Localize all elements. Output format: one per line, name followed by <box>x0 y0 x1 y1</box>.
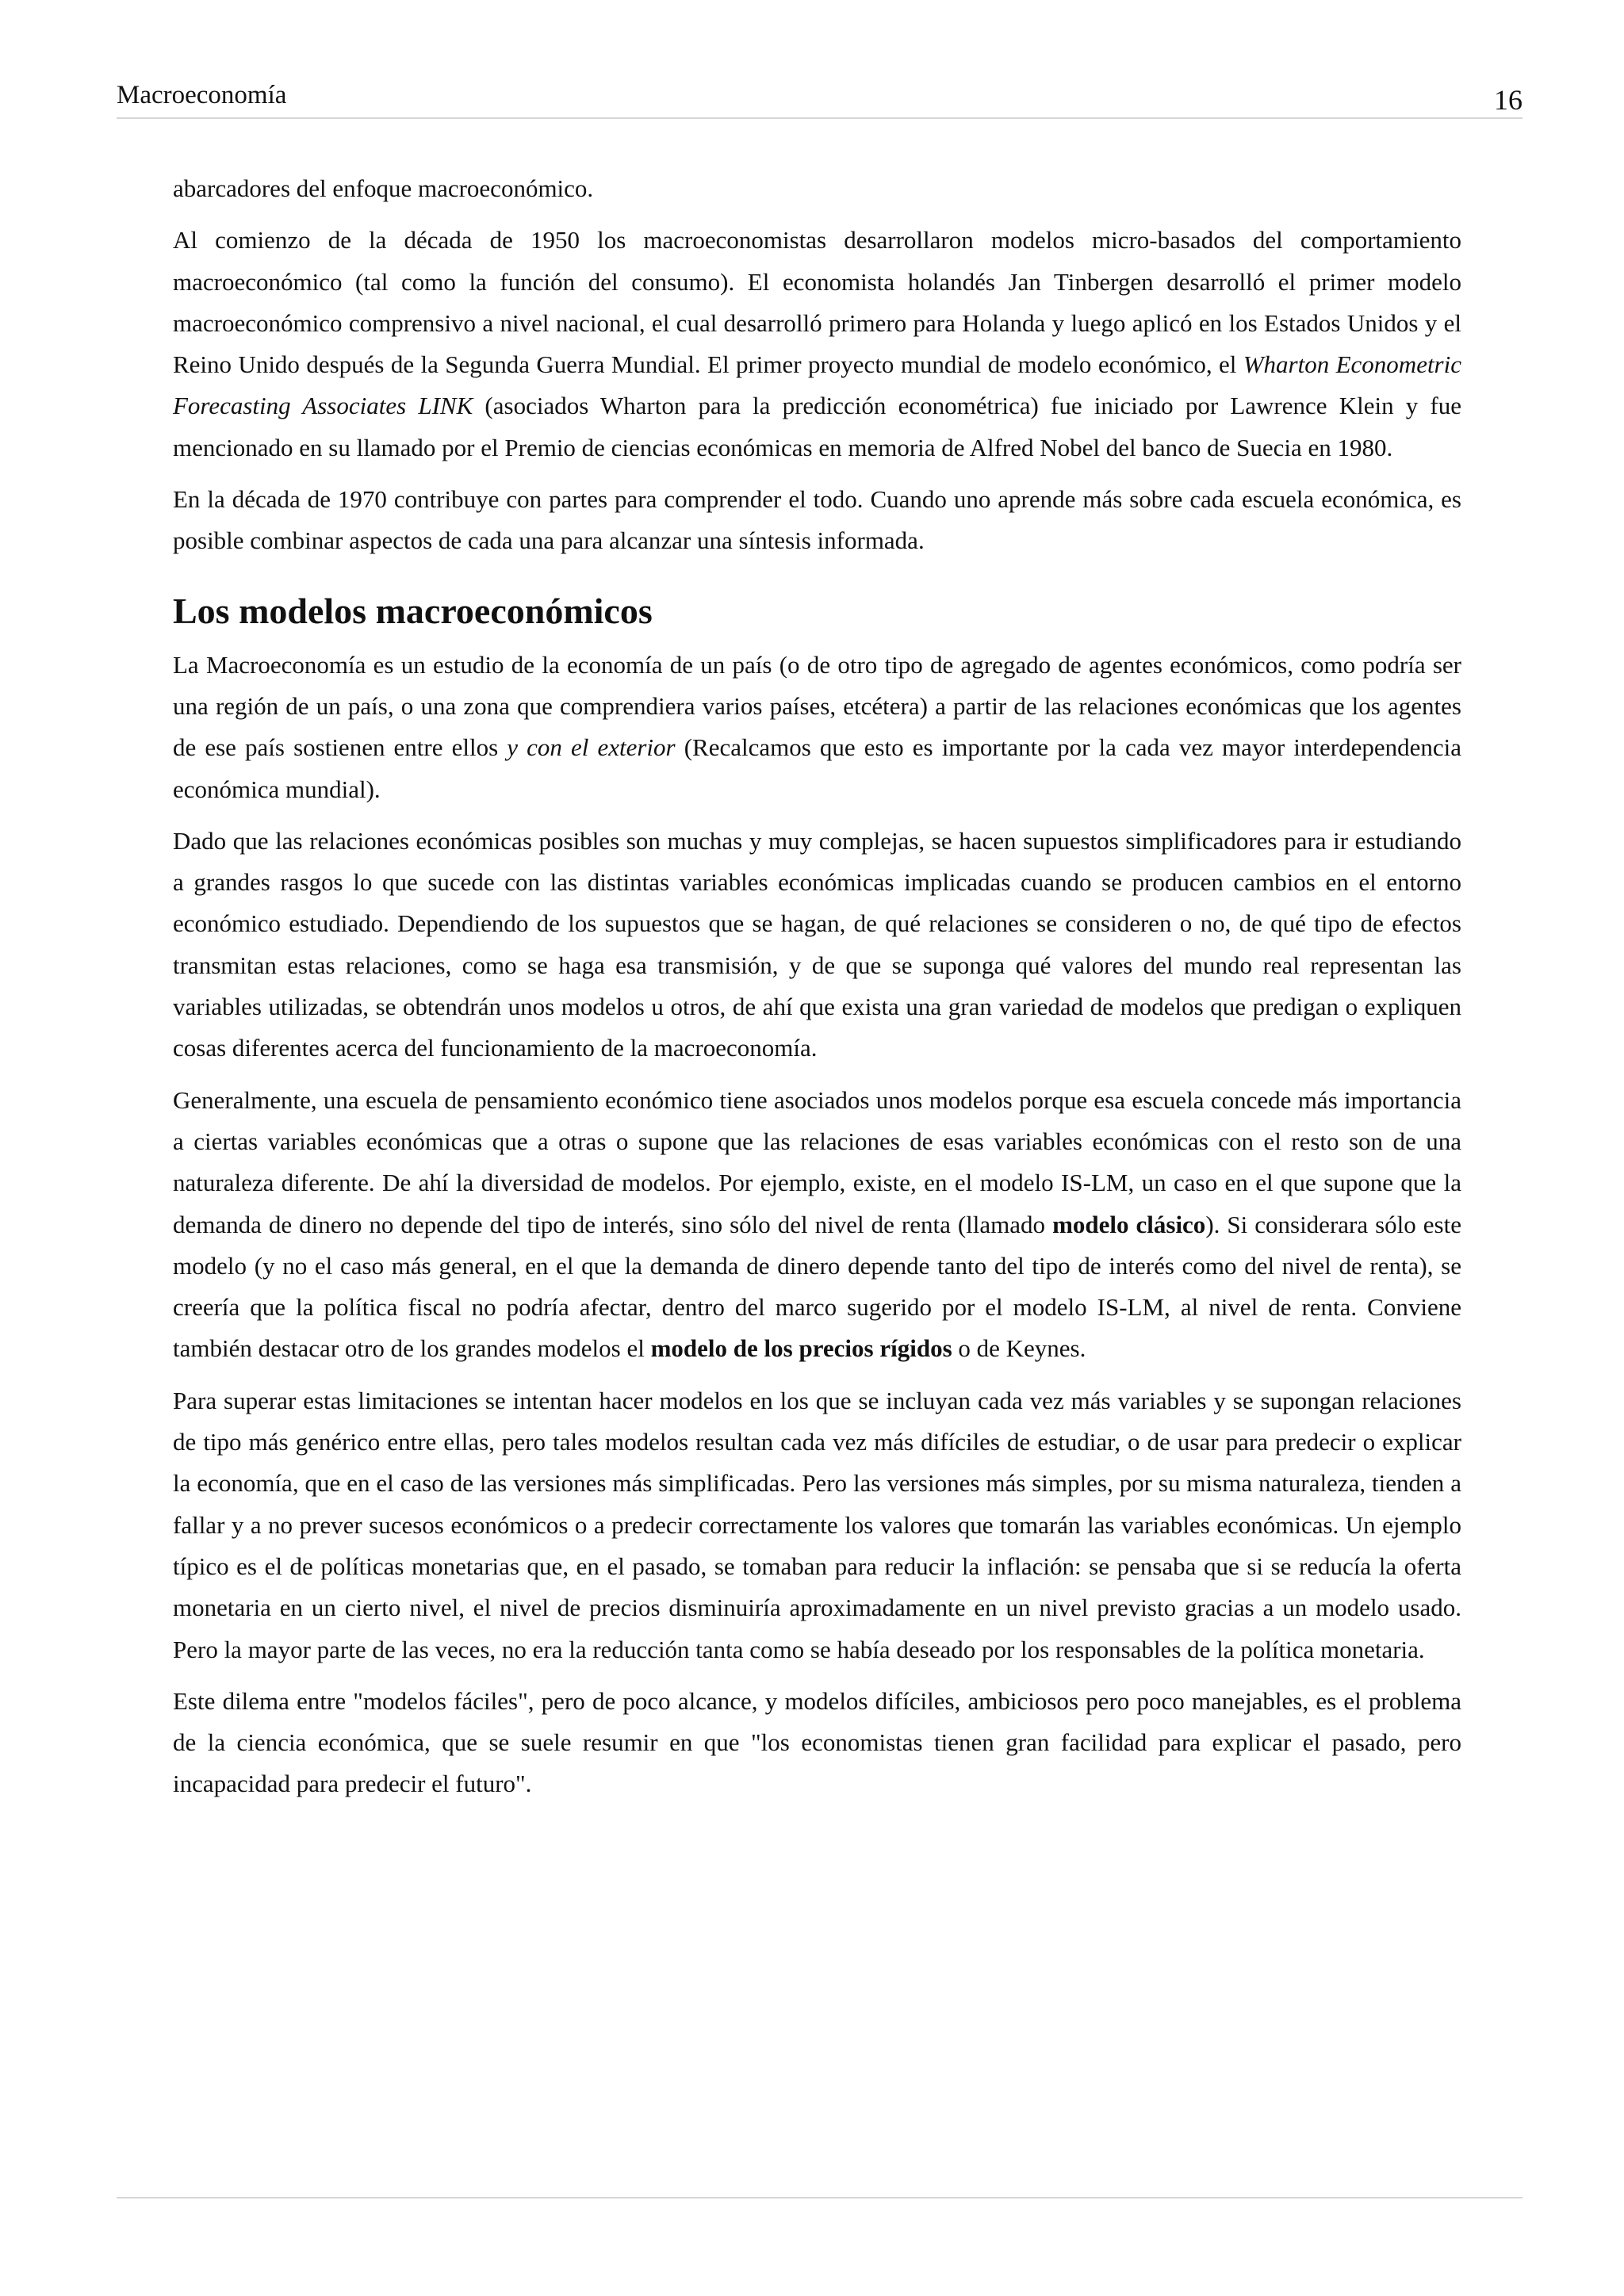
paragraph-1970s <box>173 479 1461 562</box>
footer-divider <box>117 2197 1522 2198</box>
paragraph-continuation <box>173 168 1461 209</box>
paragraph-dilemma <box>173 1681 1461 1805</box>
paragraph-text: En la década de 1970 contribuye con partes para comprender el todo. Cuando uno aprende más sobre cada escuela económica, es posible combinar aspectos de cada una para alcanzar una síntesis informada. <box>173 485 1461 555</box>
paragraph-history <box>173 220 1461 469</box>
italic-emphasis: y con el exterior <box>507 733 676 762</box>
paragraph-text: Generalmente, una escuela de pensamiento económico tiene asociados unos modelos porque esa escuela concede más importancia a ciertas variables económicas que a otras o supone que las relaciones de esas variables económicas con el resto son de una naturaleza diferente. De ahí la diversidad de modelos. Por ejemplo, existe, en el modelo IS-LM, un caso en el que supone que la demanda de dinero no depende del tipo de interés, sino sólo del nivel de renta (llamado <box>173 1085 1461 1238</box>
bold-term-rigid-prices-model: modelo de los precios rígidos <box>650 1334 952 1363</box>
section-heading: Los modelos macroeconómicos <box>173 590 653 631</box>
paragraph-text: ). Si considerara sólo este modelo (y no el caso más general, en el que la demanda de dinero depende tanto del tipo de interés como del nivel de renta), se creería que la política fiscal no podría afectar, dentro del marco sugerido por el modelo IS-LM, al nivel de renta. Conviene también destacar otro de los grandes modelos el <box>173 1210 1461 1363</box>
paragraph-text: (asociados Wharton para la predicción econométrica) fue iniciado por Lawrence Klein y fue mencionado en su llamado por el Premio de ciencias económicas en memoria de Alfred Nobel del banco de Suecia en 1980. <box>173 392 1461 461</box>
paragraph-assumptions <box>173 821 1461 1070</box>
italic-project-name: Wharton Econometric Forecasting Associates LINK <box>173 350 1461 420</box>
page-body <box>173 168 1461 1816</box>
paragraph-schools <box>173 1080 1461 1370</box>
paragraph-text: o de Keynes. <box>952 1334 1086 1363</box>
paragraph-text: La Macroeconomía es un estudio de la economía de un país (o de otro tipo de agregado de agentes económicos, como podría ser una región de un país, o una zona que comprendiera varios países, etcétera) a partir de las relaciones económicas que los agentes de ese país sostienen entre ellos <box>173 650 1461 762</box>
paragraph-text: Al comienzo de la década de 1950 los macroeconomistas desarrollaron modelos micro-basados del comportamiento macroeconómico (tal como la función del consumo). El economista holandés Jan Tinbergen desarrolló el primer modelo macroeconómico comprensivo a nivel nacional, el cual desarrolló primero para Holanda y luego aplicó en los Estados Unidos y el Reino Unido después de la Segunda Guerra Mundial. El primer proyecto mundial de modelo económico, el <box>173 226 1461 379</box>
page-number: 16 <box>1494 84 1522 116</box>
running-title: Macroeconomía <box>117 81 287 109</box>
paragraph-text: Este dilema entre "modelos fáciles", pero de poco alcance, y modelos difíciles, ambiciosos pero poco manejables, es el problema de la ciencia económica, que se suele resumir en que "los economistas tienen gran facilidad para explicar el pasado, pero incapacidad para predecir el futuro". <box>173 1686 1461 1798</box>
bold-term-classic-model: modelo clásico <box>1052 1210 1206 1238</box>
paragraph-definition <box>173 645 1461 810</box>
paragraph-text: Dado que las relaciones económicas posibles son muchas y muy complejas, se hacen supuestos simplificadores para ir estudiando a grandes rasgos lo que sucede con las distintas variables económicas implicadas cuando se producen cambios en el entorno económico estudiado. Dependiendo de los supuestos que se hagan, de qué relaciones se consideren o no, de qué tipo de efectos transmitan estas relaciones, como se haga esa transmisión, y de que se suponga qué valores del mundo real representan las variables utilizadas, se obtendrán unos modelos u otros, de ahí que exista una gran variedad de modelos que predigan o expliquen cosas diferentes acerca del funcionamiento de la macroeconomía. <box>173 826 1461 1062</box>
paragraph-text: (Recalcamos que esto es importante por la cada vez mayor interdependencia económica mundial). <box>173 733 1461 803</box>
paragraph-text: abarcadores del enfoque macroeconómico. <box>173 174 594 202</box>
page-header <box>117 71 1522 119</box>
paragraph-limitations <box>173 1380 1461 1670</box>
paragraph-text: Para superar estas limitaciones se intentan hacer modelos en los que se incluyan cada vez más variables y se supongan relaciones de tipo más genérico entre ellas, pero tales modelos resultan cada vez más difíciles de estudiar, o de usar para predecir o explicar la economía, que en el caso de las versiones más simplificadas. Pero las versiones más simples, por su misma naturaleza, tienden a fallar y a no prever sucesos económicos o a predecir correctamente los valores que tomarán las variables económicas. Un ejemplo típico es el de políticas monetarias que, en el pasado, se tomaban para reducir la inflación: se pensaba que si se reducía la oferta monetaria en un cierto nivel, el nivel de precios disminuiría aproximadamente en un nivel previsto gracias a un modelo usado. Pero la mayor parte de las veces, no era la reducción tanta como se había deseado por los responsables de la política monetaria. <box>173 1386 1461 1663</box>
